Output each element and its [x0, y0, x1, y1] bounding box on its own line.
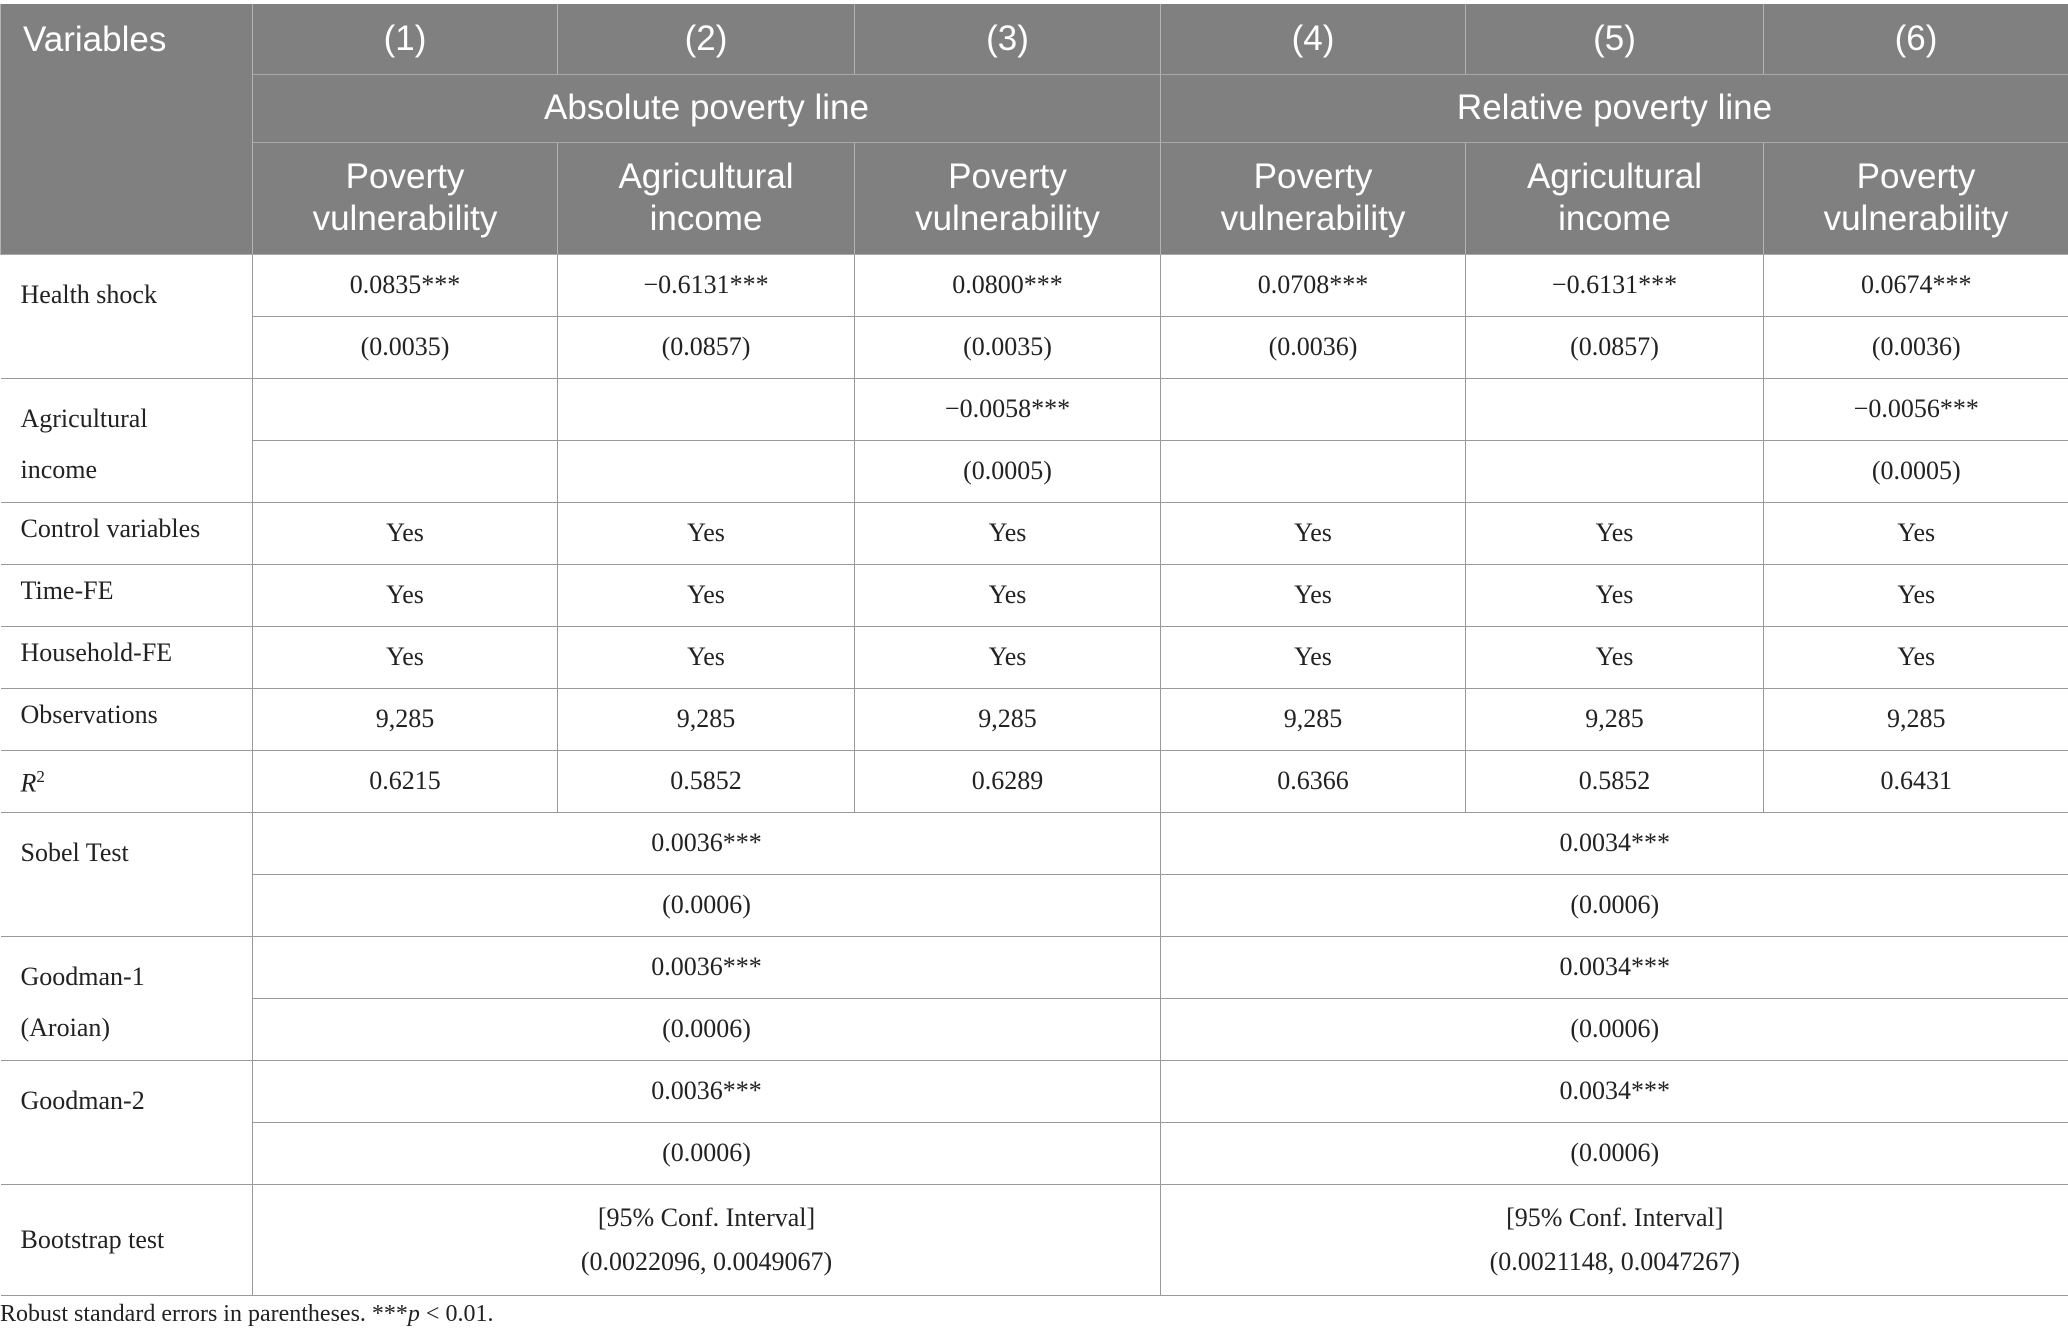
cell: (0.0036): [1161, 316, 1466, 378]
ci-value: (0.0021148, 0.0047267): [1489, 1246, 1740, 1276]
cell: −0.6131***: [558, 254, 855, 316]
ci-label: [95% Conf. Interval]: [597, 1202, 816, 1232]
cell-merged-bootstrap-abs: [253, 1184, 1161, 1295]
cell: 9,285: [558, 688, 855, 750]
row-label-health-shock: Health shock: [1, 254, 253, 378]
cell: −0.6131***: [1466, 254, 1764, 316]
table-row-household-fe: [1, 626, 2068, 688]
depvar-3-line1: Poverty: [948, 157, 1067, 196]
cell-merged: 0.0034***: [1161, 1060, 2068, 1122]
cell: Yes: [558, 564, 855, 626]
cell: Yes: [855, 502, 1161, 564]
footnote-rest: < 0.01.: [419, 1301, 494, 1327]
cell-empty: [253, 440, 558, 502]
row-label-sobel-test: Sobel Test: [1, 812, 253, 936]
depvar-4-line1: Poverty: [1253, 157, 1373, 196]
cell: Yes: [855, 626, 1161, 688]
cell: 0.6215: [253, 750, 558, 812]
cell: −0.0056***: [1764, 378, 2068, 440]
header-row-depvars: [1, 142, 2068, 254]
table-row-sobel-se: [1, 874, 2068, 936]
cell: Yes: [1466, 626, 1764, 688]
depvar-header-1: [253, 142, 558, 254]
table-row-sobel-coef: [1, 812, 2068, 874]
cell: Yes: [253, 564, 558, 626]
cell: Yes: [1764, 626, 2068, 688]
col-header-2: (2): [558, 4, 855, 74]
table-row-observations: [1, 688, 2068, 750]
depvar-5-line2: income: [1558, 199, 1671, 238]
row-label-line2: income: [20, 454, 98, 484]
depvar-4-line2: vulnerability: [1220, 199, 1406, 238]
row-label-line1: Goodman-1: [20, 961, 145, 991]
footnote-text: Robust standard errors in parentheses. ***: [0, 1301, 408, 1327]
cell: (0.0857): [558, 316, 855, 378]
cell: 9,285: [855, 688, 1161, 750]
cell: Yes: [558, 626, 855, 688]
table-row-health-shock-coef: [1, 254, 2068, 316]
cell-empty: [558, 378, 855, 440]
depvar-header-3: [855, 142, 1161, 254]
cell: 9,285: [1161, 688, 1466, 750]
cell-empty: [1466, 378, 1764, 440]
cell: 9,285: [253, 688, 558, 750]
cell: Yes: [855, 564, 1161, 626]
cell: (0.0005): [855, 440, 1161, 502]
table-row-goodman1-coef: [1, 936, 2068, 998]
group-header-absolute: Absolute poverty line: [253, 74, 1161, 142]
row-label-line2: (Aroian): [20, 1012, 111, 1042]
col-header-3: (3): [855, 4, 1161, 74]
cell: Yes: [1161, 502, 1466, 564]
footnote-p: p: [407, 1301, 420, 1327]
row-label-line1: Agricultural: [20, 403, 148, 433]
header-row-columns: [1, 4, 2068, 74]
cell-merged: (0.0006): [253, 874, 1161, 936]
cell: Yes: [1466, 564, 1764, 626]
cell-merged: 0.0034***: [1161, 812, 2068, 874]
cell: (0.0857): [1466, 316, 1764, 378]
depvar-3-line2: vulnerability: [915, 199, 1100, 238]
cell: 0.5852: [1466, 750, 1764, 812]
cell-empty: [1161, 440, 1466, 502]
table-row-r-squared: [1, 750, 2068, 812]
cell-merged-bootstrap-rel: [1161, 1184, 2068, 1295]
cell: (0.0035): [253, 316, 558, 378]
cell: Yes: [558, 502, 855, 564]
cell: 0.0674***: [1764, 254, 2068, 316]
cell: 0.0835***: [253, 254, 558, 316]
depvar-6-line1: Poverty: [1856, 157, 1976, 196]
table-row-health-shock-se: [1, 316, 2068, 378]
cell: 0.0800***: [855, 254, 1161, 316]
cell-merged: (0.0006): [1161, 874, 2068, 936]
row-label-text: Observations: [20, 699, 158, 729]
cell-merged: 0.0036***: [253, 812, 1161, 874]
depvar-5-line1: Agricultural: [1526, 157, 1703, 196]
variables-header: Variables: [1, 4, 253, 254]
cell: Yes: [1161, 626, 1466, 688]
row-label-text: Time-FE: [20, 575, 114, 605]
table-footnote: [0, 1301, 493, 1328]
cell-empty: [558, 440, 855, 502]
ci-label: [95% Conf. Interval]: [1506, 1202, 1724, 1232]
cell: 0.5852: [558, 750, 855, 812]
cell-merged: 0.0036***: [253, 936, 1161, 998]
row-label-bootstrap-test: Bootstrap test: [1, 1184, 253, 1295]
table-row-agri-income-coef: [1, 378, 2068, 440]
cell: 0.6289: [855, 750, 1161, 812]
cell: 0.6431: [1764, 750, 2068, 812]
cell: (0.0035): [855, 316, 1161, 378]
cell: −0.0058***: [855, 378, 1161, 440]
group-header-relative: Relative poverty line: [1161, 74, 2068, 142]
ci-value: (0.0022096, 0.0049067): [580, 1246, 833, 1276]
depvar-1-line2: vulnerability: [312, 199, 498, 238]
cell-merged: (0.0006): [253, 998, 1161, 1060]
cell: Yes: [1764, 564, 2068, 626]
cell-merged: 0.0036***: [253, 1060, 1161, 1122]
col-header-6: (6): [1764, 4, 2068, 74]
col-header-5: (5): [1466, 4, 1764, 74]
row-label-text: Household-FE: [20, 637, 173, 667]
cell-empty: [253, 378, 558, 440]
cell: Yes: [253, 626, 558, 688]
depvar-2-line1: Agricultural: [618, 157, 794, 196]
row-label-goodman-1: [1, 936, 253, 1060]
r-label: R: [20, 768, 37, 798]
cell-merged: 0.0034***: [1161, 936, 2068, 998]
table-row-control-variables: [1, 502, 2068, 564]
col-header-4: (4): [1161, 4, 1466, 74]
cell-merged: (0.0006): [1161, 998, 2068, 1060]
depvar-header-2: [558, 142, 855, 254]
row-label-r-squared: [1, 750, 253, 812]
cell: Yes: [253, 502, 558, 564]
table-row-agri-income-se: [1, 440, 2068, 502]
cell-empty: [1161, 378, 1466, 440]
depvar-header-5: [1466, 142, 1764, 254]
table-row-goodman2-se: [1, 1122, 2068, 1184]
row-label-agricultural-income: [1, 378, 253, 502]
row-label-control-variables: [1, 502, 253, 564]
cell: Yes: [1161, 564, 1466, 626]
col-header-1: (1): [253, 4, 558, 74]
cell: Yes: [1466, 502, 1764, 564]
row-label-observations: [1, 688, 253, 750]
row-label-household-fe: [1, 626, 253, 688]
cell: 9,285: [1764, 688, 2068, 750]
cell-empty: [1466, 440, 1764, 502]
header-row-groups: [1, 74, 2068, 142]
cell: (0.0036): [1764, 316, 2068, 378]
row-label-goodman-2: Goodman-2: [1, 1060, 253, 1184]
table-row-goodman2-coef: [1, 1060, 2068, 1122]
cell-merged: (0.0006): [1161, 1122, 2068, 1184]
depvar-header-6: [1764, 142, 2068, 254]
row-label-time-fe: [1, 564, 253, 626]
depvar-header-4: [1161, 142, 1466, 254]
regression-table: [0, 4, 2068, 1296]
cell-merged: (0.0006): [253, 1122, 1161, 1184]
cell: Yes: [1764, 502, 2068, 564]
cell: 9,285: [1466, 688, 1764, 750]
table-row-bootstrap: [1, 1184, 2068, 1295]
table-row-goodman1-se: [1, 998, 2068, 1060]
cell: 0.6366: [1161, 750, 1466, 812]
depvar-2-line2: income: [649, 199, 763, 238]
table-row-time-fe: [1, 564, 2068, 626]
r-superscript: 2: [36, 766, 45, 786]
cell: 0.0708***: [1161, 254, 1466, 316]
row-label-text: Control variables: [20, 513, 201, 543]
depvar-6-line2: vulnerability: [1823, 199, 2009, 238]
cell: (0.0005): [1764, 440, 2068, 502]
depvar-1-line1: Poverty: [345, 157, 465, 196]
